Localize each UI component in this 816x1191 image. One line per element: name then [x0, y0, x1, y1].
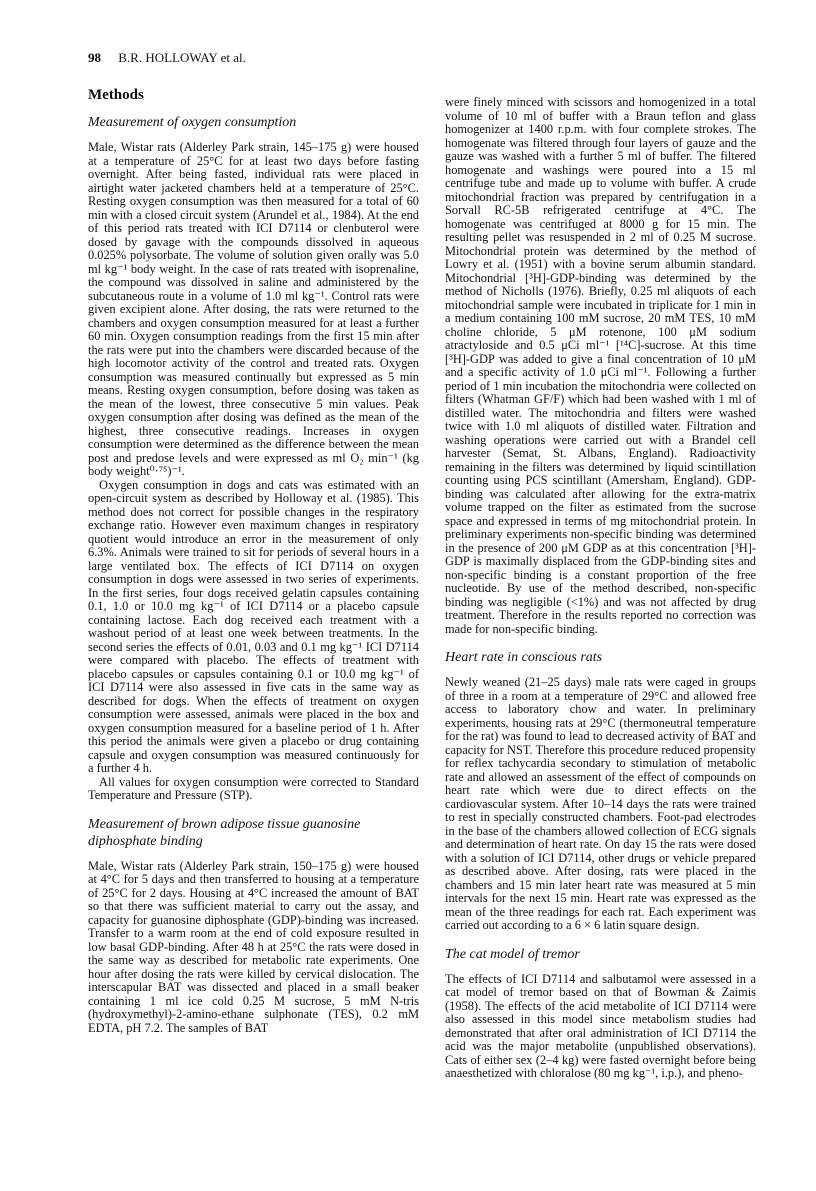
paragraph: Male, Wistar rats (Alderley Park strain, 150–175 g) were housed at 4°C for 5 days and then transferred to housing at a temperature of 25°C for 2 days. Housing at 4°C increased the amount of BAT so that there was sufficient material to carry out the assay, and capacity for guanosine diphosphate (GDP)-binding was increased. Transfer to a warm room at the end of cold exposure resulted in low basal GDP-binding. After 48 h at 25°C the rats were dosed in the same way as described for metabolic rate experiments. One hour after dosing the rats were killed by cervical dislocation. The interscapular BAT was dissected and placed in a small beaker containing 1 ml ice cold 0.25 M sucrose, 5 mM N-tris (hydroxymethyl)-2-amino-ethane sulphonate (TES), 0.2 mM EDTA, pH 7.2. The samples of BAT: [88, 858, 419, 1035]
paragraph: The effects of ICI D7114 and salbutamol were assessed in a cat model of tremor based on that of Bowman & Zaimis (1958). The effects of the acid metabolite of ICI D7114 were also assessed in this model since metabolism studies had demonstrated that after oral administration of ICI D7114 the acid was the major metabolite (unpublished observations). Cats of either sex (2–4 kg) were fasted overnight before being anaesthetized with chloralose (80 mg kg⁻¹, i.p.), and pheno-: [445, 971, 756, 1080]
paragraph: were finely minced with scissors and homogenized in a total volume of 10 ml of buffer with a Braun teflon and glass homogenizer at 1400 r.p.m. with four complete strokes. The homogenate was filtered through four layers of gauze and the gauze was washed with a further 5 ml of buffer. The filtered homogenate and washings were poured into a 15 ml centrifuge tube and made up to volume with buffer. A crude mitochondrial fraction was prepared by centrifugation in a Sorvall RC-5B refrigerated centrifuge at 4°C. The homogenate was centrifuged at 8000 g for 15 min. The resulting pellet was resuspended in 2 ml of 0.25 M sucrose. Mitochondrial protein was determined by the method of Lowry et al. (1951) with a bovine serum albumin standard. Mitochondrial [³H]-GDP-binding was determined by the method of Nicholls (1976). Briefly, 0.25 ml aliquots of each mitochondrial sample were incubated in triplicate for 1 min in a medium containing 100 mM sucrose, 20 mM TES, 10 mM choline chloride, 5 μM rotenone, 100 μM sodium atractyloside and 0.5 μCi ml⁻¹ [¹⁴C]-sucrose. At this time [³H]-GDP was added to give a final concentration of 10 μM and a specific activity of 1.0 μCi ml⁻¹. Following a further period of 1 min incubation the mitochondria were collected on filters (Whatman GF/F) which had been washed with 1 ml of distilled water. The mitochondria and filters were washed twice with 1.0 ml aliquots of distilled water. Filtration and washing operations were carried out with a Brandel cell harvester (Semat, St. Albans, England). Radioactivity remaining in the filters was determined by liquid scintillation counting using PCS scintillant (Amersham, England). GDP-binding was calculated after allowing for the extra-matrix volume trapped on the filter as estimated from the sucrose space and expressed in terms of mg mitochondrial protein. In preliminary experiments non-specific binding was determined in the presence of 200 μM GDP as at this concentration [³H]-GDP is maximally displaced from the GDP-binding sites and non-specific binding is a constant proportion of the free nucleotide. By use of the method described, non-specific binding was negligible (<1%) and was not affected by drug treatment. Therefore in the results reported no correction was made for non-specific binding.: [445, 95, 756, 636]
page-number: 98: [88, 50, 101, 65]
subheading-cat-tremor: The cat model of tremor: [445, 946, 580, 962]
section-title: Methods: [88, 87, 144, 103]
subheading-oxygen-consumption: Measurement of oxygen consumption: [88, 115, 297, 130]
left-column: [88, 86, 419, 1035]
paragraph: All values for oxygen consumption were corrected to Standard Temperature and Pressure (STP).: [88, 774, 419, 802]
subheading-bat-gdp-binding: Measurement of brown adipose tissue guanosine diphosphate binding: [88, 816, 361, 849]
paragraph: Newly weaned (21–25 days) male rats were caged in groups of three in a room at a temperature of 29°C and allowed free access to laboratory chow and water. In preliminary experiments, housing rats at 29°C (thermoneutral temperature for the rat) was found to lead to decreased activity of BAT and capacity for NST. Therefore this procedure reduced propensity for reflex tachycardia secondary to stimulation of metabolic rate and allowed an assessment of the effect of compounds on heart rate which were due to direct effects on the cardiovascular system. After 10–14 days the rats were trained to rest in specially constructed chambers. Foot-pad electrodes in the base of the chambers allowed collection of ECG signals and determination of heart rate. On day 15 the rats were dosed with a solution of ICI D7114, other drugs or vehicle prepared as described above. After dosing, rats were placed in the chambers and 15 min later heart rate was measured at 5 min intervals for the next 15 min. Heart rate was expressed as the mean of the three readings for each rat. Each experiment was carried out according to a 6 × 6 latin square design.: [445, 675, 756, 932]
running-title: B.R. HOLLOWAY et al.: [118, 50, 246, 65]
subheading-heart-rate: Heart rate in conscious rats: [445, 650, 603, 665]
paragraph: Male, Wistar rats (Alderley Park strain, 145–175 g) were housed at a temperature of 25°C for at least two days before fasting overnight. After being fasted, individual rats were placed in airtight water jacketed chambers held at a temperature of 25°C. Resting oxygen consumption was then measured for a total of 60 min with a closed circuit system (Arundel et al., 1984). At the end of this period rats treated with ICI D7114 or clenbuterol were dosed by gavage with the compounds dissolved in aqueous 0.025% polysorbate. The volume of solution given orally was 5.0 ml kg⁻¹ body weight. In the case of rats treated with isoprenaline, the compound was dissolved in saline and administered by the subcutaneous route in a volume of 1.0 ml kg⁻¹. Control rats were given excipient alone. After dosing, the rats were returned to the chambers and oxygen consumption measured for at least a further 60 min. Oxygen consumption readings from the first 15 min after the rats were put into the chambers were discarded because of the high locomotor activity of the control and treated rats. Oxygen consumption was measured continually but expressed as 5 min means. Resting oxygen consumption, before dosing was taken as the mean of the lowest, three consecutive 5 min values. Peak oxygen consumption after dosing was defined as the mean of the highest, three consecutive readings. Increases in oxygen consumption were determined as the difference between the mean post and predose levels and were expressed as ml O₂ min⁻¹ (kg body weight⁰·⁷⁵)⁻¹.: [88, 140, 419, 478]
paragraph: Oxygen consumption in dogs and cats was estimated with an open-circuit system as described by Holloway et al. (1985). This method does not correct for possible changes in the respiratory exchange ratio. However even maximum changes in respiratory quotient would introduce an error in the measurement of only 6.3%. Animals were trained to sit for periods of several hours in a large ventilated box. The effects of ICI D7114 on oxygen consumption in dogs were assessed in two series of experiments. In the first series, four dogs received gelatin capsules containing 0.1, 1.0 or 10.0 mg kg⁻¹ of ICI D7114 or a placebo capsule containing lactose. Each dog received each treatment with a washout period of at least one week between treatments. In the second series the effects of 0.01, 0.03 and 0.1 mg kg⁻¹ ICI D7114 were compared with placebo. The effects of treatment with placebo capsules or capsules containing 0.1 or 10.0 mg kg⁻¹ of ICI D7114 were also assessed in five cats in the same way as described for dogs. When the effects of treatment on oxygen consumption were assessed, animals were placed in the box and oxygen consumption measured for a baseline period of 1 h. After this period the animals were given a placebo or drug containing capsule and oxygen consumption was measured continuously for a further 4 h.: [88, 477, 419, 775]
running-header: [88, 50, 246, 66]
right-column: [445, 96, 756, 1081]
